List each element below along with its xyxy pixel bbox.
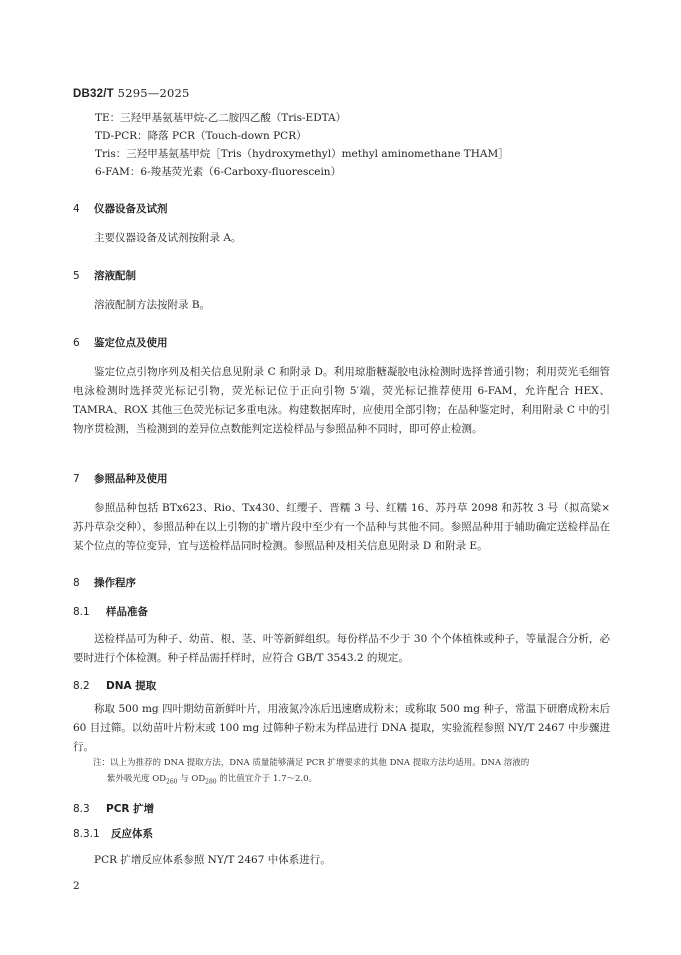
standard-prefix: DB32/T (73, 88, 114, 100)
section-8-heading: 8 操作程序 (73, 577, 136, 589)
section-8-2-heading: 8.2 DNA 提取 (73, 680, 157, 692)
section-5-heading: 5 溶液配制 (73, 270, 136, 282)
abbreviation-tris: Tris：三羟甲基氨基甲烷［Tris（hydroxymethyl）methyl aminomethane THAM］ (95, 148, 509, 160)
section-6-heading: 6 鉴定位点及使用 (73, 337, 168, 349)
abbreviation-6-fam: 6-FAM：6-羧基荧光素（6-Carboxy-fluorescein） (95, 166, 342, 178)
abbreviation-td-pcr: TD-PCR：降落 PCR（Touch-down PCR） (95, 130, 307, 142)
standard-header (73, 86, 190, 100)
page-number: 2 (73, 880, 80, 892)
section-6-text: 鉴定位点引物序列及相关信息见附录 C 和附录 D。利用琼脂糖凝胶电泳检测时选择普通引物；利用荧光毛细管电泳检测时选择荧光标记引物，荧光标记位于正向引物 5′端，荧光标记推荐使用 6-FAM，允许配合 HEX、TAMRA、ROX 其他三色荧光标记多重电泳。构建数据库时，应使用全部引物；在品种鉴定时，利用附录 C 中的引物序贯检测，当检测到的差异位点数能判定送检样品与参照品种不同时，即可停止检测。 (73, 366, 610, 435)
section-8-1-text: 送检样品可为种子、幼苗、根、茎、叶等新鲜组织。每份样品不少于 30 个个体植株或种子，等量混合分析，必要时进行个体检测。种子样品需扦样时，应符合 GB/T 3543.2 的规定。 (73, 633, 610, 664)
section-8-3-1-text: PCR 扩增反应体系参照 NY/T 2467 中体系进行。 (94, 854, 331, 866)
section-8-2-text: 称取 500 mg 四叶期幼苗新鲜叶片，用液氮冷冻后迅速磨成粉末；或称取 500 mg 种子，常温下研磨成粉末后 60 目过筛。以幼苗叶片粉末或 100 mg 过筛种子粉末为样品进行 DNA 提取，实验流程参照 NY/T 2467 中步骤进行。 (73, 703, 610, 753)
section-7-text: 参照品种包括 BTx623、Rio、Tx430、红缨子、晋糯 3 号、红糯 16、苏丹草 2098 和苏牧 3 号（拟高粱×苏丹草杂交种），参照品种在以上引物的扩增片段中至少有一个品种与其他不同。参照品种用于辅助确定送检样品在某个位点的等位变异，宜与送检样品同时检测。参照品种及相关信息见附录 D 和附录 E。 (73, 502, 610, 552)
section-8-3-1-heading: 8.3.1 反应体系 (73, 828, 153, 840)
section-8-1-heading: 8.1 样品准备 (73, 606, 148, 618)
section-4-heading: 4 仪器设备及试剂 (73, 203, 168, 215)
section-7-heading: 7 参照品种及使用 (73, 473, 168, 485)
section-8-3-heading: 8.3 PCR 扩增 (73, 803, 155, 815)
standard-number: 5295—2025 (113, 86, 190, 100)
section-4-text: 主要仪器设备及试剂按附录 A。 (94, 232, 242, 244)
section-5-text: 溶液配制方法按附录 B。 (94, 299, 211, 311)
note-dna-extraction: 注：以上为推荐的 DNA 提取方法，DNA 质量能够满足 PCR 扩增要求的其他 DNA 提取方法均适用。DNA 溶液的 紫外吸光度 $OD_{260}$ 与 $OD_{280}$ 的比值宜介于 1.7～2.0。 (93, 758, 530, 786)
abbreviation-te: TE：三羟甲基氨基甲烷-乙二胺四乙酸（Tris-EDTA） (95, 112, 347, 124)
